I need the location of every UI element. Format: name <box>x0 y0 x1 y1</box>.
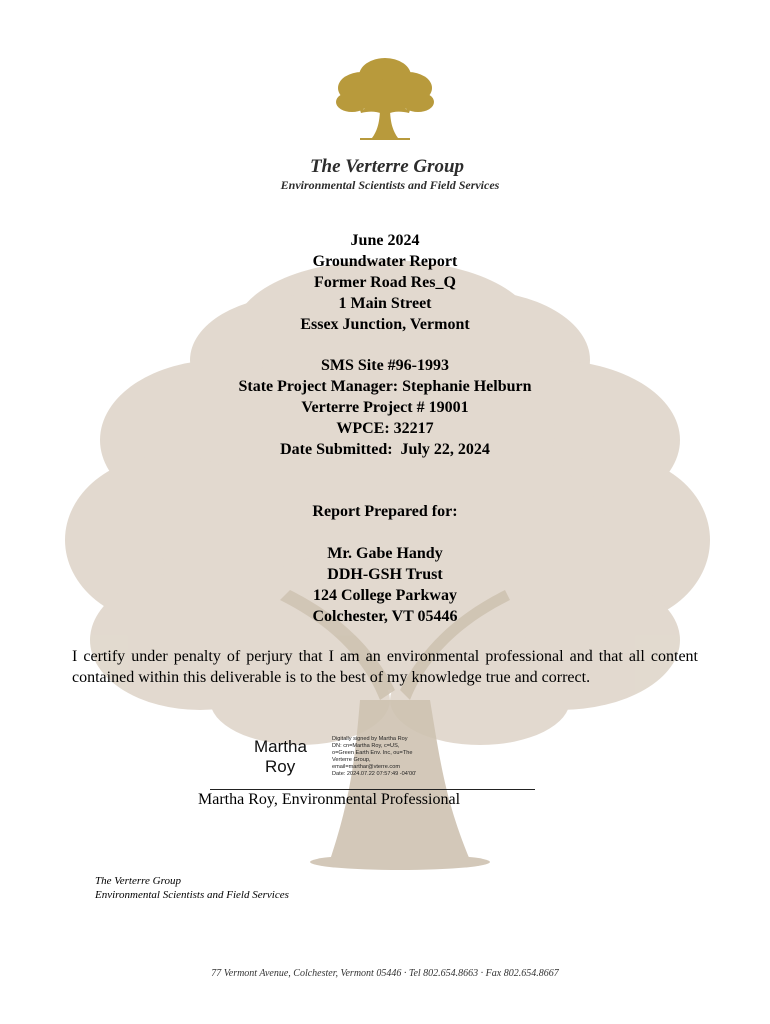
sms-site: SMS Site #96-1993 <box>321 357 449 374</box>
tree-logo-icon <box>330 52 440 142</box>
signer-title: Martha Roy, Environmental Professional <box>198 791 461 808</box>
digital-signature-details <box>332 736 432 778</box>
prepared-for-heading: Report Prepared for: <box>312 503 458 520</box>
report-type: Groundwater Report <box>312 253 458 270</box>
signature-detail-line: Digitally signed by Martha Roy <box>332 736 408 742</box>
footer-address: 77 Vermont Avenue, Colchester, Vermont 05446 · Tel 802.654.8663 · Fax 802.654.8667 <box>211 968 559 979</box>
client-street: 124 College Parkway <box>313 587 457 604</box>
signature-last-name: Roy <box>265 757 296 776</box>
signature-detail-line: o=Green Earth Env. Inc, ou=The <box>332 750 413 756</box>
signature-line <box>210 789 535 790</box>
signature-detail-line: email=marthar@vterre.com <box>332 764 401 770</box>
signature-detail-line: DN: cn=Martha Roy, c=US, <box>332 743 400 749</box>
client-organization: DDH-GSH Trust <box>327 566 443 583</box>
company-subtitle: Environmental Scientists and Field Services <box>280 178 500 192</box>
project-details-block <box>0 355 770 460</box>
footer-company: The Verterre Group <box>95 875 181 887</box>
client-name: Mr. Gabe Handy <box>327 545 443 562</box>
signature-detail-line: Date: 2024.07.22 07:57:49 -04'00' <box>332 771 417 777</box>
wpce-number: WPCE: 32217 <box>336 420 434 437</box>
site-city: Essex Junction, Vermont <box>300 316 470 333</box>
signature-detail-line: Verterre Group, <box>332 757 371 763</box>
client-block <box>0 543 770 627</box>
report-title-block <box>0 230 770 335</box>
footer-subtitle: Environmental Scientists and Field Services <box>95 889 289 901</box>
site-street: 1 Main Street <box>338 295 432 312</box>
report-date: June 2024 <box>350 232 420 249</box>
company-name: The Verterre Group <box>309 156 465 177</box>
date-submitted: Date Submitted: July 22, 2024 <box>280 441 490 458</box>
certification-statement: I certify under penalty of perjury that I am an environmental professional and that all content contained within this deliverable is to the best of my knowledge true and correct. <box>72 648 698 686</box>
signature-first-name: Martha <box>254 737 307 756</box>
client-city: Colchester, VT 05446 <box>312 608 458 625</box>
project-manager: State Project Manager: Stephanie Helburn <box>238 378 532 395</box>
site-name: Former Road Res_Q <box>314 274 456 291</box>
project-number: Verterre Project # 19001 <box>301 399 469 416</box>
